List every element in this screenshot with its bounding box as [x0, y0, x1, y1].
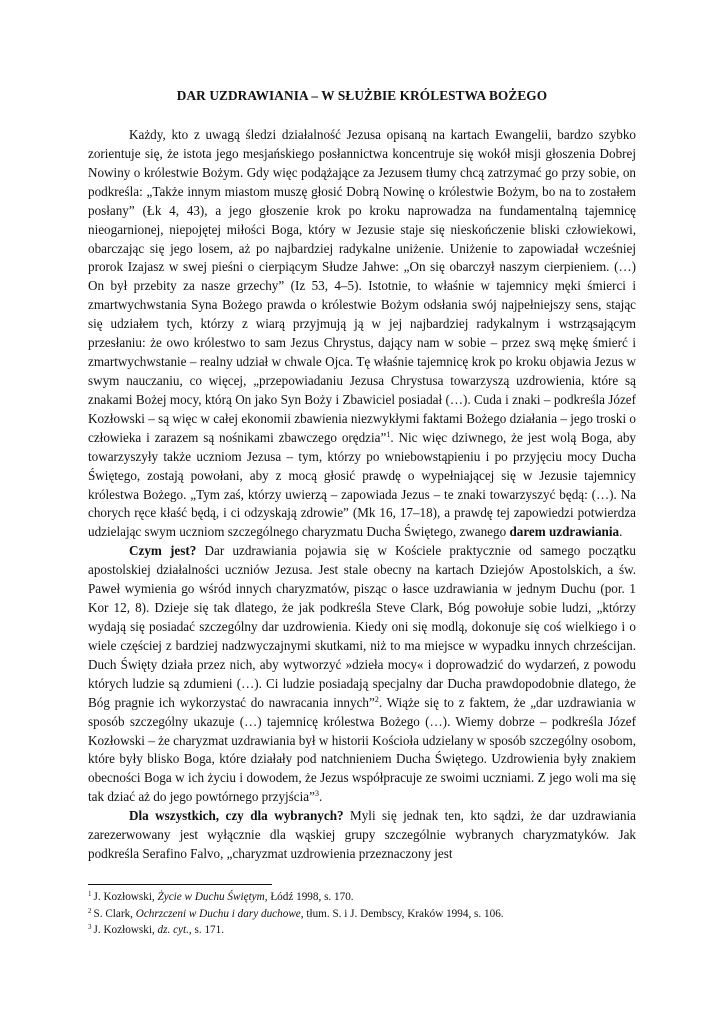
footnote-text: J. Kozłowski,	[93, 891, 158, 903]
paragraph-2-text: Dar uzdrawiania pojawia się w Kościele praktycznie od samego początku apostolskiej działalności uczniów Jezusa. Jest stale obecny na kartach Dziejów Apostolskich, a św. Paweł wymienia go wśród innych charyzmatów, pisząc o łasce uzdrawiania w jednym Duchu (por. 1 Kor 12, 8). Dzieje się tak dlatego, że jak podkreśla Steve Clark, Bóg powołuje sobie ludzi, „którzy wydają się posiadać szczególny dar uzdrowienia. Kiedy oni się modlą, dokonuje się coś wielkiego i o wiele częściej z bardziej nadzwyczajnymi skutkami, niż to ma miejsce w wypadku innych chrześcijan. Duch Święty działa przez nich, aby wytworzyć »dzieła mocy« i doprowadzić do wydarzeń, z powodu których ludzie są zdumieni (…). Ci ludzie posiadają specjalny dar Ducha prawdopodobnie dlatego, że Bóg pragnie ich wykorzystać do nawracania innych”	[88, 543, 636, 710]
footnotes	[88, 889, 636, 939]
footnote-divider	[88, 884, 272, 885]
footnote-ref-3[interactable]: 3	[314, 789, 319, 799]
paragraph-1-text-cont: . Nic więc dziwnego, że jest wolą Boga, aby towarzyszyły także uczniom Jezusa – tym, którzy po wniebowstąpieniu i po przyjęciu mocy Ducha Świętego, zostają powołani, aby z mocą głosić prawdę o wypełniającej się w Jezusie tajemnicy królestwa Bożego. „Tym zaś, którzy uwierzą – zapowiada Jezus – te znaki towarzyszyć będą: (…). Na chorych ręce kłaść będą, i ci odzyskają zdrowie” (Mk 16, 17–18), a prawdę tej zapowiedzi potwierdza udzielając swym uczniom szczególnego charyzmatu Ducha Świętego, zwanego	[88, 429, 636, 540]
footnote-number: 2	[88, 906, 92, 915]
footnote-1	[88, 889, 636, 906]
paragraph-1-bold: darem uzdrawiania	[509, 524, 620, 540]
footnote-text: S. Clark,	[93, 907, 136, 920]
footnote-text: , Łódź 1998, s. 170.	[264, 891, 354, 903]
footnote-text: , s. 171.	[188, 924, 225, 936]
footnote-3	[88, 922, 636, 939]
paragraph-3-heading: Dla wszystkich, czy dla wybranych?	[129, 808, 344, 824]
footnote-text: J. Kozłowski,	[93, 924, 158, 936]
footnote-ref-2[interactable]: 2	[374, 694, 379, 704]
footnote-2	[88, 906, 636, 923]
paragraph-2	[88, 542, 636, 807]
paragraph-1-text: Każdy, kto z uwagą śledzi działalność Jezusa opisaną na kartach Ewangelii, bardzo szybko zorientuje się, że istota jego mesjańskiego posłannictwa koncentruje się wokół misji głoszenia Dobrej Nowiny o królestwie Bożym. Gdy więc podążające za Jezusem tłumy chcą zatrzymać go przy sobie, on podkreśla: „Także innym miastom muszę głosić Dobrą Nowinę o królestwie Bożym, bo na to zostałem posłany” (Łk 4, 43), a jego głoszenie krok po kroku naprowadza na fundamentalną tajemnicę nieogarnionej, niepojętej miłości Boga, który w Jezusie staje się nieskończenie bliski człowiekowi, obarczając się jego losem, aż po najbardziej radykalne uniżenie. Uniżenie to zapowiadał wcześniej prorok Izajasz w swej pieśni o cierpiącym Słudze Jahwe: „On się obarczył naszym cierpieniem. (…) On był przebity za nasze grzechy” (Iz 53, 4–5). Istotnie, to właśnie w tajemnicy męki śmierci i zmartwychwstania Syna Bożego prawda o królestwie Bożym odsłania swój najpełniejszy sens, stając się udziałem tych, którzy z wiarą przyjmują ją w jej najbardziej radykalnym i wstrząsającym przesłaniu: że owo królestwo to sam Jezus Chrystus, dający nam w sobie – przez swą mękę śmierć i zmartwychwstanie – realny udział w chwale Ojca. Tę właśnie tajemnicę krok po kroku objawia Jezus w swym nauczaniu, co więcej, „przepowiadaniu Jezusa Chrystusa towarzyszą uzdrowienia, które są znakami Bożej mocy, którą On jako Syn Boży i Zbawiciel posiadał (…). Cuda i znaki – podkreśla Józef Kozłowski – są więc w całej ekonomii zbawienia niezwykłymi faktami Bożego działania – jego troski o człowieka i zarazem są nośnikami zbawczego orędzia”	[88, 127, 636, 445]
footnote-number: 3	[88, 923, 92, 931]
paragraph-1	[88, 126, 636, 542]
body-text	[88, 126, 636, 864]
paragraph-3	[88, 807, 636, 864]
paragraph-2-text-cont: . Wiąże się to z faktem, że „dar uzdrawiania w sposób szczególny ukazuje (…) tajemnicę królestwa Bożego (…). Wiemy dobrze – podkreśla Józef Kozłowski – że charyzmat uzdrawiania był w historii Kościoła udzielany w sposób szczególny osobom, które były blisko Boga, które działały pod natchnieniem Ducha Świętego. Uzdrowienia były znakiem obecności Boga w ich życiu i dowodem, że Jezus współpracuje ze swoimi uczniami. Z jego woli ma się tak dziać aż do jego powtórnego przyjścia”	[88, 694, 636, 805]
paragraph-2-heading: Czym jest?	[129, 543, 197, 559]
page-title: DAR UZDRAWIANIA – W SŁUŻBIE KRÓLESTWA BOŻEGO	[176, 88, 548, 103]
footnote-title: dz. cyt.	[157, 924, 189, 936]
footnote-title: Ochrzczeni w Duchu i dary duchowe	[135, 907, 301, 920]
footnote-number: 1	[88, 890, 92, 898]
paragraph-1-end: .	[619, 524, 623, 540]
footnote-ref-1[interactable]: 1	[386, 429, 391, 439]
paragraph-2-end: .	[318, 789, 323, 805]
paragraph-3-text: Myli się jednak ten, kto sądzi, że dar uzdrawiania zarezerwowany jest wyłącznie dla wąskiej grupy szczególnie wybranych charyzmatyków. Jak podkreśla Serafino Falvo, „charyzmat uzdrowienia przeznaczony jest	[88, 808, 636, 862]
footnote-text: , tłum. S. i J. Dembscy, Kraków 1994, s. 106.	[300, 907, 504, 920]
footnote-title: Życie w Duchu Świętym	[157, 891, 265, 903]
